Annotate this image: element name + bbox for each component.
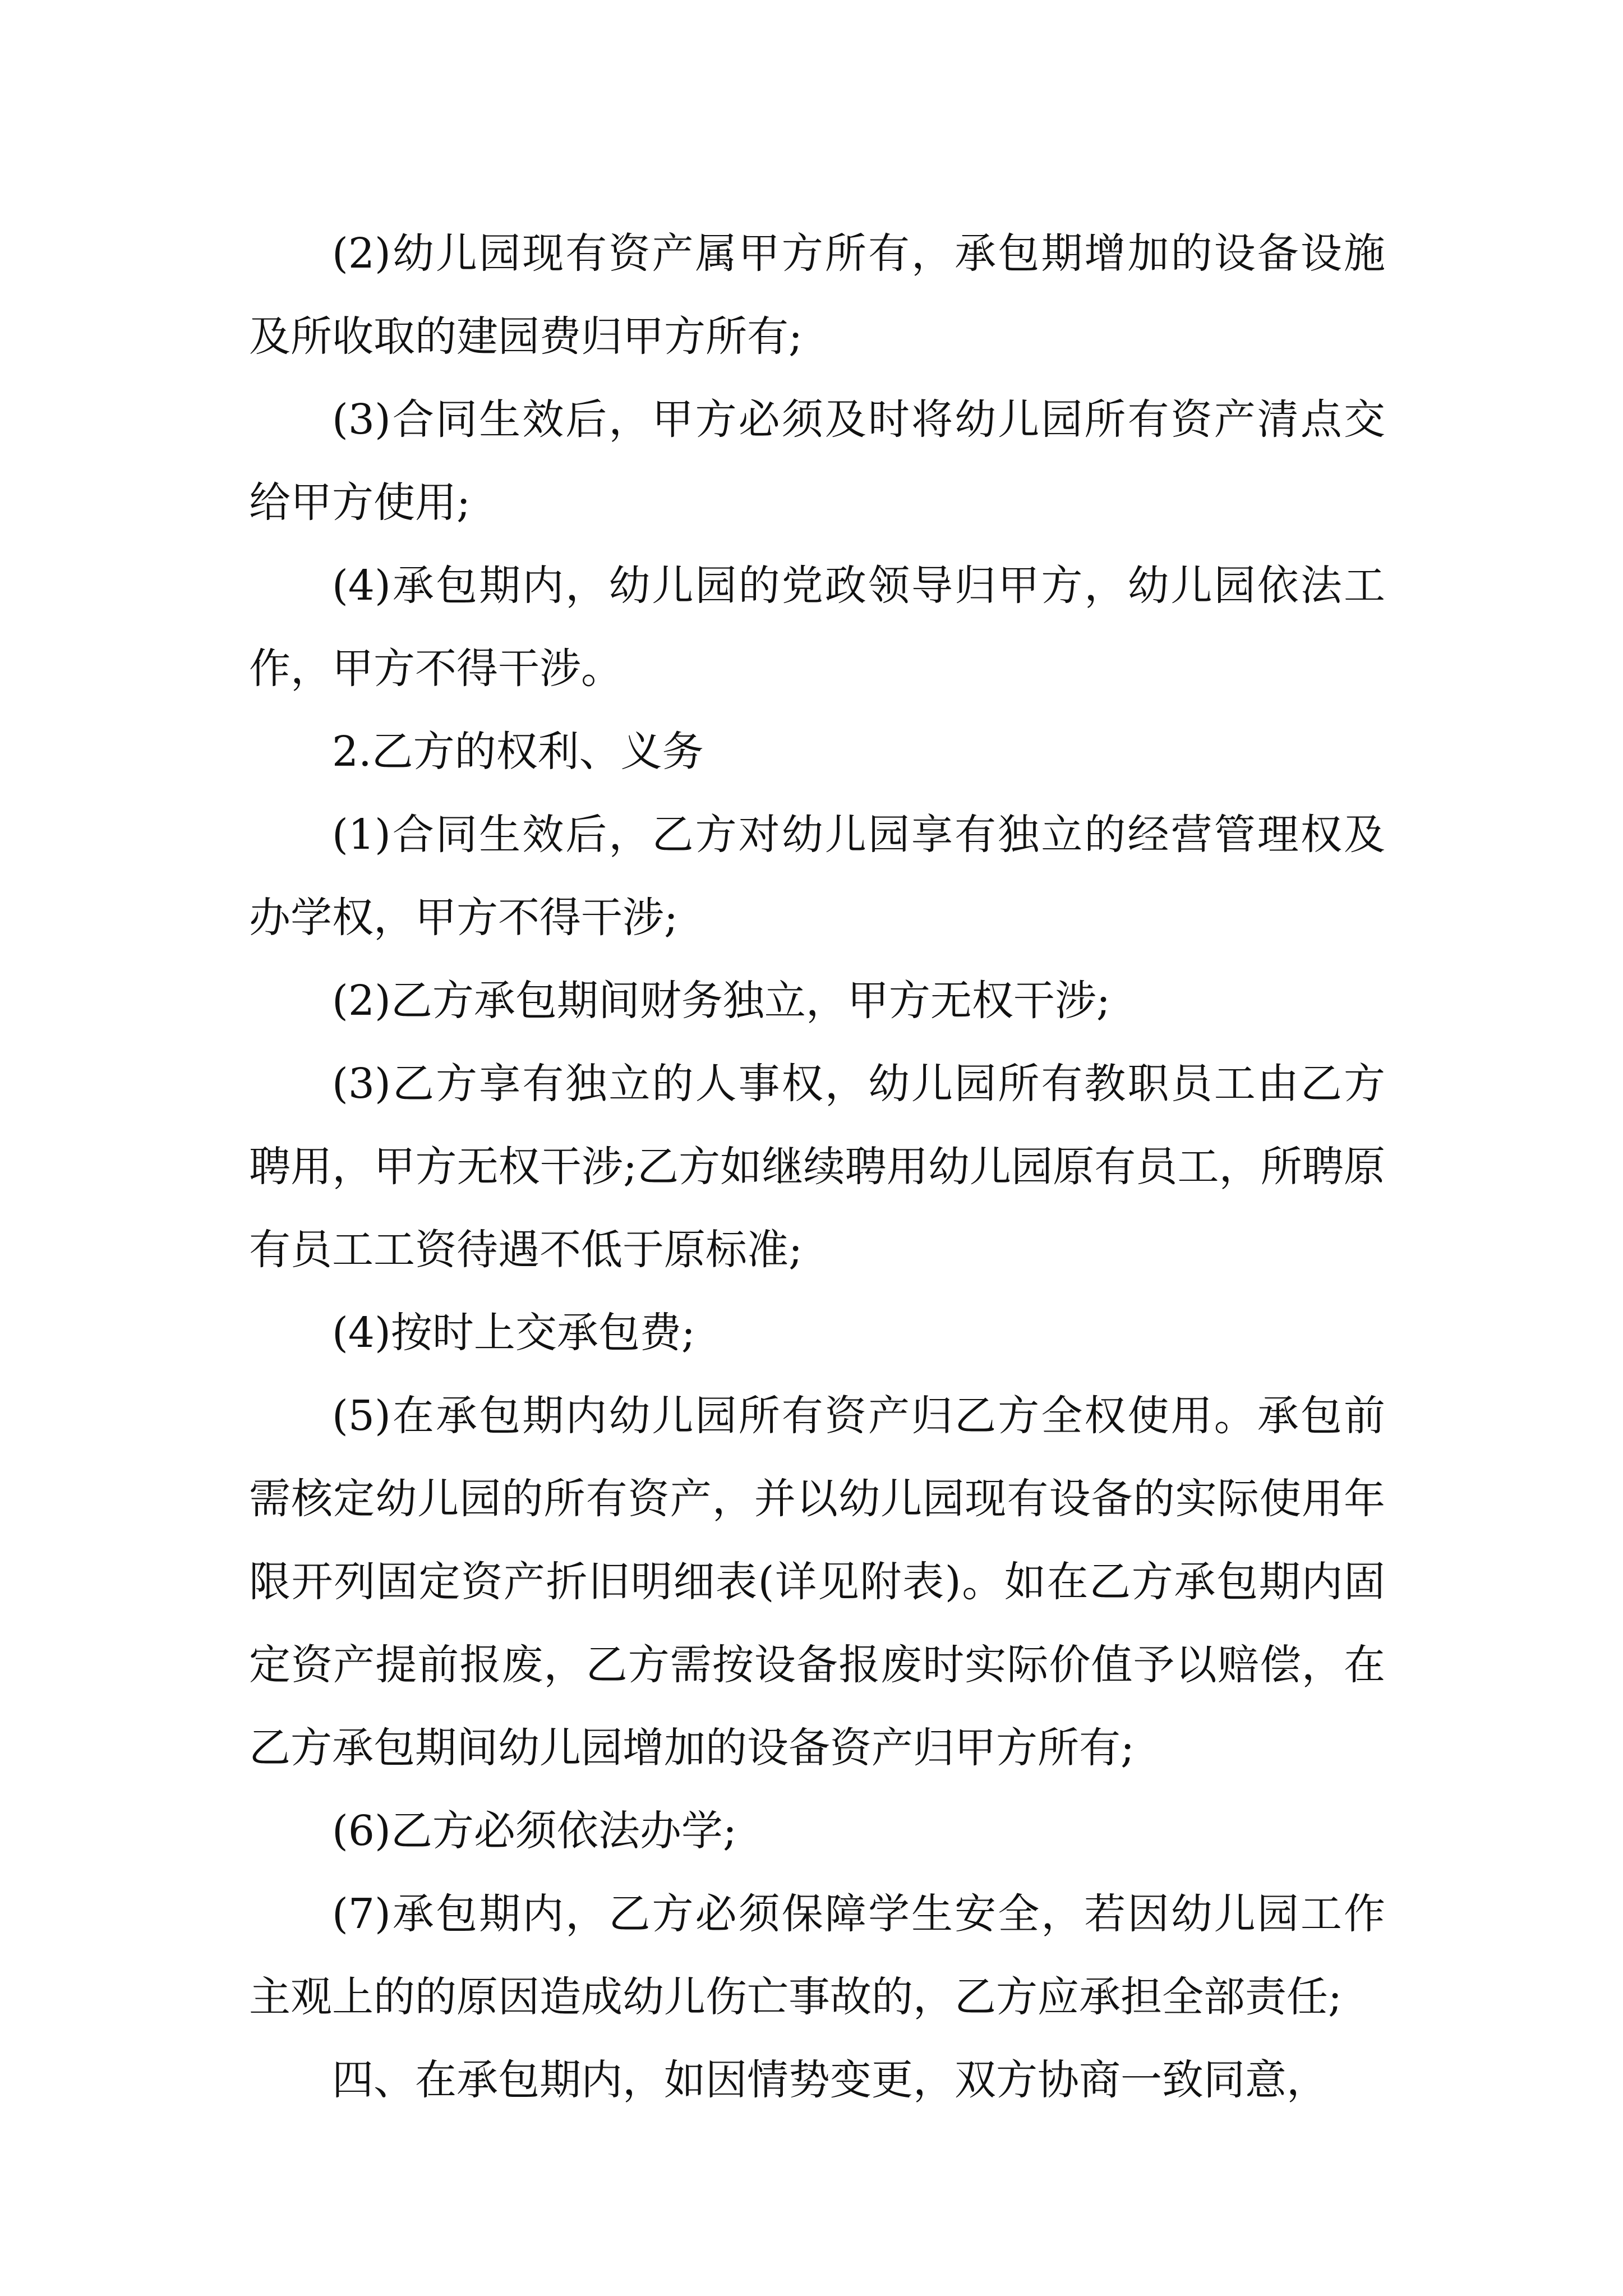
- document-body: [249, 212, 1385, 2122]
- paragraph-contract-fee: (4)按时上交承包费;: [332, 1309, 695, 1357]
- paragraph-section-four: 四、在承包期内，如因情势变更，双方协商一致同意，: [332, 2056, 1328, 2104]
- paragraph-financial-independence: (2)乙方承包期间财务独立，甲方无权干涉;: [332, 977, 1110, 1025]
- paragraph-student-safety: (7)承包期内，乙方必须保障学生安全，若因幼儿园工作主观上的的原因造成幼儿伤亡事故的，乙方应承担全部责任;: [249, 1890, 1385, 2021]
- paragraph-asset-ownership: (2)幼儿园现有资产属甲方所有，承包期增加的设备设施及所收取的建园费归甲方所有;: [249, 229, 1385, 361]
- paragraph-management-rights: (1)合同生效后，乙方对幼儿园享有独立的经营管理权及办学权，甲方不得干涉;: [249, 811, 1385, 942]
- paragraph-lawful-operation: (6)乙方必须依法办学;: [332, 1807, 737, 1855]
- section-heading-party-b-rights: 2.乙方的权利、义务: [332, 728, 704, 776]
- paragraph-asset-use: (5)在承包期内幼儿园所有资产归乙方全权使用。承包前需核定幼儿园的所有资产，并以幼儿园现有设备的实际使用年限开列固定资产折旧明细表(详见附表)。如在乙方承包期内固定资产提前报废，乙方需按设备报废时实际价值予以赔偿，在乙方承包期间幼儿园增加的设备资产归甲方所有;: [249, 1392, 1385, 1772]
- paragraph-party-leadership: (4)承包期内，幼儿园的党政领导归甲方，幼儿园依法工作，甲方不得干涉。: [249, 562, 1385, 693]
- paragraph-personnel-rights: (3)乙方享有独立的人事权，幼儿园所有教职员工由乙方聘用，甲方无权干涉;乙方如继续聘用幼儿园原有员工，所聘原有员工工资待遇不低于原标准;: [249, 1060, 1385, 1274]
- paragraph-asset-handover: (3)合同生效后，甲方必须及时将幼儿园所有资产清点交给甲方使用;: [249, 395, 1385, 527]
